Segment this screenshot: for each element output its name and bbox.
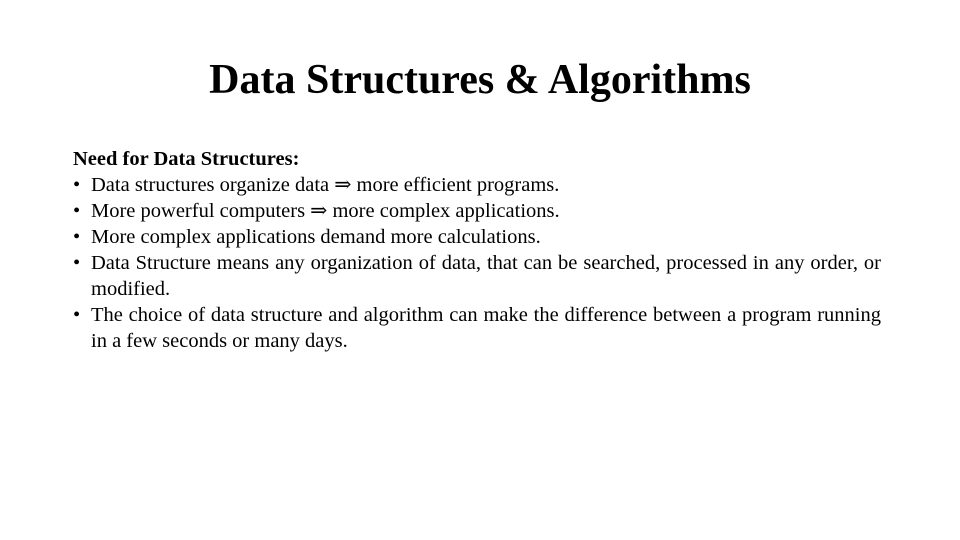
bullet-item bbox=[73, 198, 881, 224]
section-heading: Need for Data Structures: bbox=[73, 148, 300, 170]
bullet-text: Data Structure means any organization of data, that can be searched, processed in any order, or modified. bbox=[91, 252, 881, 300]
slide-title: Data Structures & Algorithms bbox=[209, 57, 751, 103]
bullet-icon: • bbox=[73, 174, 81, 196]
bullet-text: Data structures organize data ⇒ more efficient programs. bbox=[91, 174, 560, 196]
bullet-item bbox=[73, 250, 881, 302]
bullet-icon: • bbox=[73, 226, 81, 248]
bullet-icon: • bbox=[73, 252, 81, 274]
bullet-list bbox=[73, 172, 881, 354]
bullet-icon: • bbox=[73, 200, 81, 222]
slide-body bbox=[73, 146, 881, 354]
bullet-text: More powerful computers ⇒ more complex applications. bbox=[91, 200, 560, 222]
bullet-text: More complex applications demand more calculations. bbox=[91, 226, 541, 248]
bullet-item bbox=[73, 172, 881, 198]
bullet-text: The choice of data structure and algorithm can make the difference between a program running in a few seconds or many days. bbox=[91, 304, 881, 352]
bullet-icon: • bbox=[73, 304, 81, 326]
bullet-item bbox=[73, 302, 881, 354]
bullet-item bbox=[73, 224, 881, 250]
